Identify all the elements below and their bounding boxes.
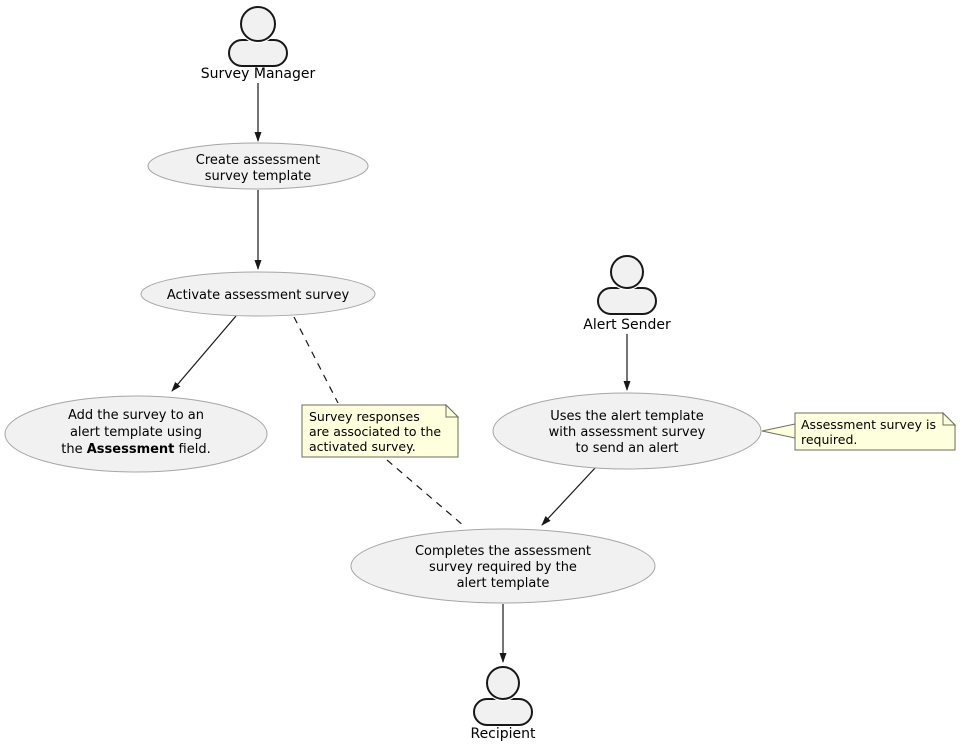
usecase-label-line: Completes the assessment — [414, 544, 592, 559]
usecase-label-line: with assessment survey — [548, 425, 706, 440]
usecase-label-line: Add the survey to an — [67, 408, 205, 423]
usecase-label-line: Uses the alert template — [550, 409, 704, 424]
note-label-line: are associated to the — [309, 424, 442, 439]
actor-label-alert-sender: Alert Sender — [583, 317, 671, 333]
actor-survey-manager — [201, 7, 316, 82]
note-label-line: activated survey. — [309, 439, 416, 454]
note-assessment-required — [762, 413, 955, 450]
note-survey-responses — [302, 405, 458, 457]
actor-head — [241, 7, 275, 41]
actor-head — [611, 256, 643, 288]
note-label-line: Assessment survey is — [801, 417, 936, 432]
usecase-label-line: survey required by the — [429, 560, 577, 575]
usecase-label-line: Create assessment — [195, 153, 321, 168]
usecase-label-line: alert template using — [69, 425, 203, 440]
note-fold-icon — [446, 405, 458, 417]
arrow-uses-to-completes — [542, 467, 596, 525]
actor-body — [598, 288, 656, 314]
usecase-create-template — [148, 143, 368, 189]
actor-body — [229, 40, 287, 66]
usecase-label-line: survey template — [204, 169, 312, 184]
note-fold-icon — [943, 413, 955, 425]
actor-head — [487, 667, 519, 699]
note-label-line: required. — [801, 432, 858, 447]
usecase-add-survey — [5, 396, 267, 472]
usecase-uses-template — [493, 393, 761, 469]
note-pointer — [762, 424, 795, 438]
usecase-label-line: Activate assessment survey — [166, 288, 350, 303]
actor-body — [474, 699, 532, 725]
actor-alert-sender — [583, 256, 671, 333]
actor-label-recipient: Recipient — [470, 726, 536, 742]
usecase-activate-survey — [141, 272, 375, 316]
dashed-link-activate-to-note — [294, 317, 338, 403]
dashed-link-note-to-completes — [387, 460, 464, 526]
actor-label-survey-manager: Survey Manager — [200, 66, 316, 82]
usecase-completes-survey — [351, 529, 655, 603]
note-label-line: Survey responses — [309, 409, 420, 424]
arrow-activate-to-add-survey — [172, 316, 236, 391]
usecase-label-line: to send an alert — [575, 441, 679, 456]
usecase-label-line: alert template — [456, 576, 550, 591]
usecase-label-line-bold-assessment: the Assessment field. — [61, 442, 211, 457]
actor-recipient — [470, 667, 536, 742]
